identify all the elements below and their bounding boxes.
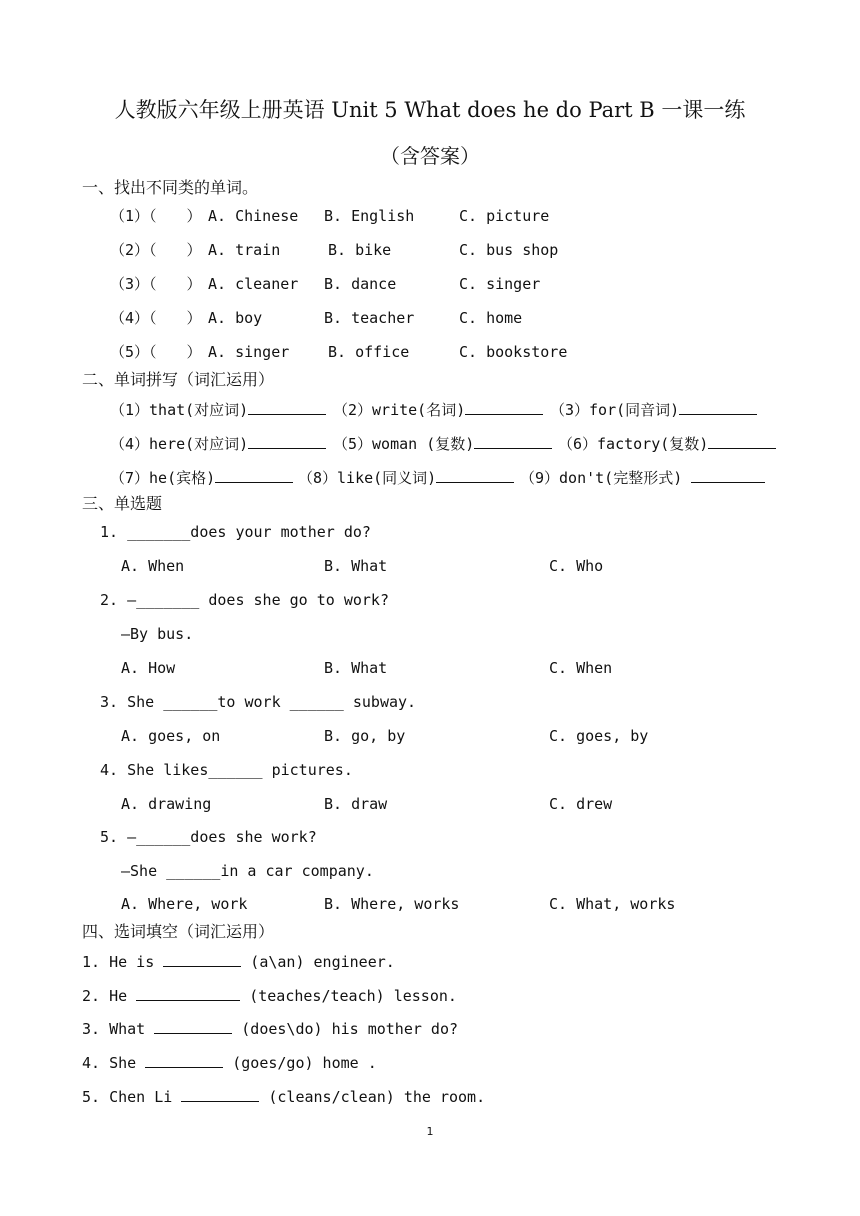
s3-q4-b: B. draw (324, 795, 388, 813)
s1-q5-c: C. bookstore (459, 343, 568, 361)
s1-q3-num: （3）（ ） (110, 275, 202, 293)
s3-q3-stem: 3. She ______to work ______ subway. (100, 693, 417, 711)
s3-q4-c: C. drew (549, 795, 613, 813)
s1-q2-num: （2）（ ） (110, 241, 202, 259)
s3-q2-a: A. How (121, 659, 176, 677)
s3-q2-b: B. What (324, 659, 388, 677)
answer-blank[interactable] (163, 950, 241, 967)
s3-q2-reply: —By bus. (121, 625, 194, 643)
page-title: 人教版六年级上册英语 Unit 5 What does he do Part B 一课一练 (114, 98, 746, 122)
section2-heading: 二、单词拼写（词汇运用） (82, 370, 275, 389)
answer-blank[interactable] (708, 432, 776, 449)
s1-q5-num: （5）（ ） (110, 343, 202, 361)
s1-q1-b: B. English (324, 207, 415, 225)
s3-q1-b: B. What (324, 557, 388, 575)
answer-blank[interactable] (215, 466, 293, 483)
s3-q5-stem: 5. —______does she work? (100, 828, 317, 846)
s1-q5-b: B. office (328, 343, 410, 361)
page-subtitle: （含答案） (380, 144, 480, 168)
answer-blank[interactable] (248, 432, 326, 449)
answer-blank[interactable] (691, 466, 765, 483)
s1-q5-a: A. singer (208, 343, 290, 361)
section4-heading: 四、选词填空（词汇运用） (82, 922, 275, 941)
section3-heading: 三、单选题 (82, 494, 163, 513)
section1-heading: 一、找出不同类的单词。 (82, 178, 259, 197)
s3-q1-c: C. Who (549, 557, 604, 575)
s1-q4-a: A. boy (208, 309, 263, 327)
s4-item-5: 5. Chen Li (cleans/clean) the room. (82, 1085, 485, 1107)
s1-q3-c: C. singer (459, 275, 541, 293)
answer-blank[interactable] (154, 1017, 232, 1034)
s1-q3-b: B. dance (324, 275, 397, 293)
s2-item-4: （4）here(对应词) (110, 432, 326, 454)
answer-blank[interactable] (136, 984, 240, 1001)
answer-blank[interactable] (436, 466, 514, 483)
s1-q2-a: A. train (208, 241, 281, 259)
s1-q2-b: B. bike (328, 241, 392, 259)
s2-item-3: （3）for(同音词) (550, 398, 757, 420)
answer-blank[interactable] (181, 1085, 259, 1102)
s3-q4-stem: 4. She likes______ pictures. (100, 761, 353, 779)
s2-item-5: （5）woman (复数) (333, 432, 552, 454)
s1-q1-a: A. Chinese (208, 207, 299, 225)
s1-q3-a: A. cleaner (208, 275, 299, 293)
s2-item-9: （9）don't(完整形式) (520, 466, 765, 488)
s1-q1-c: C. picture (459, 207, 550, 225)
s3-q5-b: B. Where, works (324, 895, 460, 913)
s1-q4-c: C. home (459, 309, 523, 327)
s4-item-1: 1. He is (a\an) engineer. (82, 950, 395, 972)
s2-item-7: （7）he(宾格) (110, 466, 293, 488)
s4-item-4: 4. She (goes/go) home . (82, 1051, 377, 1073)
s2-item-6: （6）factory(复数) (558, 432, 776, 454)
s4-item-3: 3. What (does\do) his mother do? (82, 1017, 458, 1039)
answer-blank[interactable] (465, 398, 543, 415)
s4-item-2: 2. He (teaches/teach) lesson. (82, 984, 457, 1006)
s1-q2-c: C. bus shop (459, 241, 559, 259)
answer-blank[interactable] (679, 398, 757, 415)
s3-q3-a: A. goes, on (121, 727, 221, 745)
s3-q3-b: B. go, by (324, 727, 406, 745)
s1-q1-num: （1）（ ） (110, 207, 202, 225)
s3-q4-a: A. drawing (121, 795, 212, 813)
s1-q4-num: （4）（ ） (110, 309, 202, 327)
answer-blank[interactable] (145, 1051, 223, 1068)
page-number: 1 (426, 1125, 434, 1138)
s3-q5-reply: —She ______in a car company. (121, 862, 374, 880)
s3-q5-a: A. Where, work (121, 895, 248, 913)
s3-q2-c: C. When (549, 659, 613, 677)
s1-q4-b: B. teacher (324, 309, 415, 327)
answer-blank[interactable] (474, 432, 552, 449)
s2-item-8: （8）like(同义词) (298, 466, 514, 488)
s2-item-2: （2）write(名词) (333, 398, 543, 420)
s3-q1-a: A. When (121, 557, 185, 575)
s3-q1-stem: 1. _______does your mother do? (100, 523, 371, 541)
s2-item-1: （1）that(对应词) (110, 398, 326, 420)
s3-q2-stem: 2. —_______ does she go to work? (100, 591, 389, 609)
s3-q3-c: C. goes, by (549, 727, 649, 745)
answer-blank[interactable] (248, 398, 326, 415)
s3-q5-c: C. What, works (549, 895, 676, 913)
